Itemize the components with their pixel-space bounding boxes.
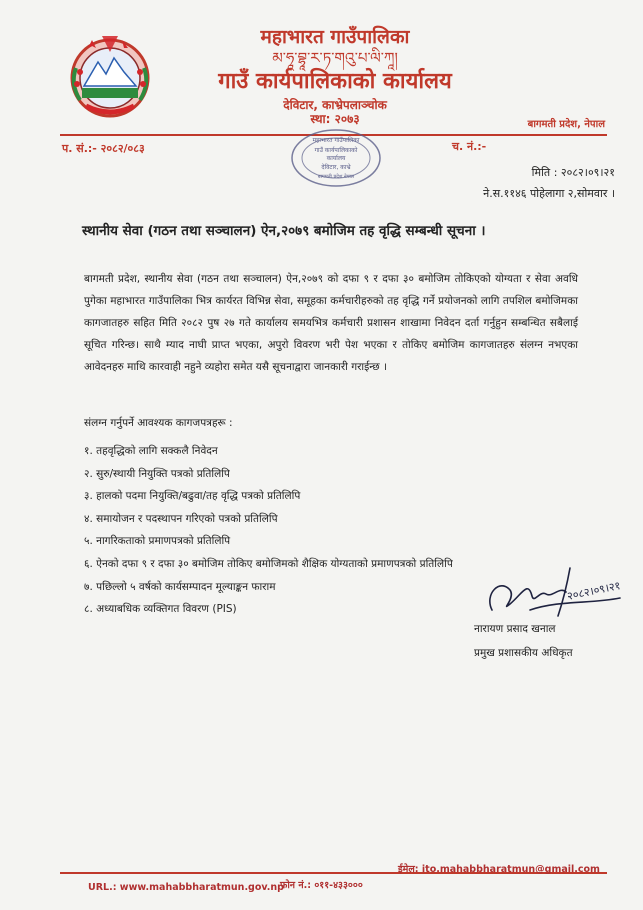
province-label: बागमती प्रदेश, नेपाल [527,119,605,130]
date-nepal-sambat: ने.स.११४६ पोहेलागा २,सोमवार । [483,187,615,200]
municipality-name-alt-script: མ་ཧཱ་བྷཱ་ར་ཏ་གའུ་པ་ལི་ཀཱ། [272,49,398,67]
signatory-name: नारायण प्रसाद खनाल [474,623,556,635]
letterhead [170,26,500,126]
list-item: ८. अध्याबधिक व्यक्तिगत विवरण (PIS) [84,603,237,616]
documents-heading: संलग्न गर्नुपर्ने आवश्यक कागजपत्रहरू : [84,417,233,429]
list-item: ४. समायोजन र पदस्थापन गरिएको पत्रको प्रतिलिपि [84,512,278,525]
office-stamp [290,128,382,188]
footer-phone: फोन नं.: ०११-४३३००० [280,880,363,891]
signature [470,560,630,620]
footer-email: ईमेल: ito.mahabbharatmun@gmail.com [398,864,600,875]
stamp-line-4: देविटार, काभ्रे [321,164,351,171]
list-item: २. सुरु/स्थायी नियुक्ति पत्रको प्रतिलिपि [84,467,230,480]
office-address: देविटार, काभ्रेपलाञ्चोक [283,98,387,112]
list-item: ६. ऐनको दफा ९ र दफा ३० बमोजिम तोकिए बमोजिमको शैक्षिक योग्यताको प्रमाणपत्रको प्रतिलिपि [84,557,453,570]
list-item: ७. पछिल्लो ५ वर्षको कार्यसम्पादन मूल्याङ्कन फाराम [84,580,276,593]
date-bs: मिति : २०८२।०९।२१ [531,166,615,179]
dispatch-number: च. नं.:- [452,140,487,153]
list-item: ३. हालको पदमा नियुक्ति/बढुवा/तह वृद्धि पत्रको प्रतिलिपि [84,490,301,503]
date-block [425,162,615,204]
nepal-emblem-icon [62,28,158,124]
notice-subject: स्थानीय सेवा (गठन तथा सञ्चालन) ऐन,२०७९ बमोजिम तह वृद्धि सम्बन्धी सूचना । [82,223,486,239]
list-item: १. तहवृद्धिको लागि सक्कलै निवेदन [84,445,218,457]
notice-body: बागमती प्रदेश, स्थानीय सेवा (गठन तथा सञ्चालन) ऐन,२०७९ को दफा ९ र दफा ३० बमोजिम तोकिएको योग्यता र सेवा अवधि पुगेका महाभारत गाउँपालिका भित्र कार्यरत विभिन्न सेवा, समूहका कर्मचारीहरुको तह वृद्धि गर्ने प्रयोजनको लागि तपशिल बमोजिमका कागजातहरु सहित मिति २०८२ पुष २७ गते कार्यालय समयभित्र कर्मचारी प्रशासन शाखामा निवेदन दर्ता गर्नुहुन सम्बन्धित सबैलाई सूचित गरिन्छ। साथै म्याद नाघी प्राप्त भएका, अपुरो विवरण भरी पेश भएका र तोकिए बमोजिम कागजातहरु संलग्न नभएका आवेदनहरु माथि कारवाही नहुने व्यहोरा समेत यसै सूचनाद्वारा जानकारी गराईन्छ । [84,273,578,373]
stamp-line-2: गाउँ कार्यपालिकाको [314,147,358,154]
reference-number: प. सं.:- २०८२/०८३ [62,142,145,155]
list-item: ५. नागरिकताको प्रमाणपत्रको प्रतिलिपि [84,535,231,548]
stamp-line-1: महाभारत गाउँपालिका [312,137,360,144]
stamp-line-3: कार्यालय [326,155,346,162]
office-name: गाउँ कार्यपालिकाको कार्यालय [218,69,452,94]
signature-date: २०८२।०९।२१ [565,578,622,603]
documents-list [84,440,453,621]
municipality-name: महाभारत गाउँपालिका [260,26,410,48]
stamp-line-5: बागमती प्रदेश नेपाल [317,174,355,180]
established-year: स्था: २०७३ [310,112,360,126]
footer-url: URL.: www.mahabbharatmun.gov.np [88,882,284,893]
signatory-title: प्रमुख प्रशासकीय अधिकृत [474,647,573,659]
